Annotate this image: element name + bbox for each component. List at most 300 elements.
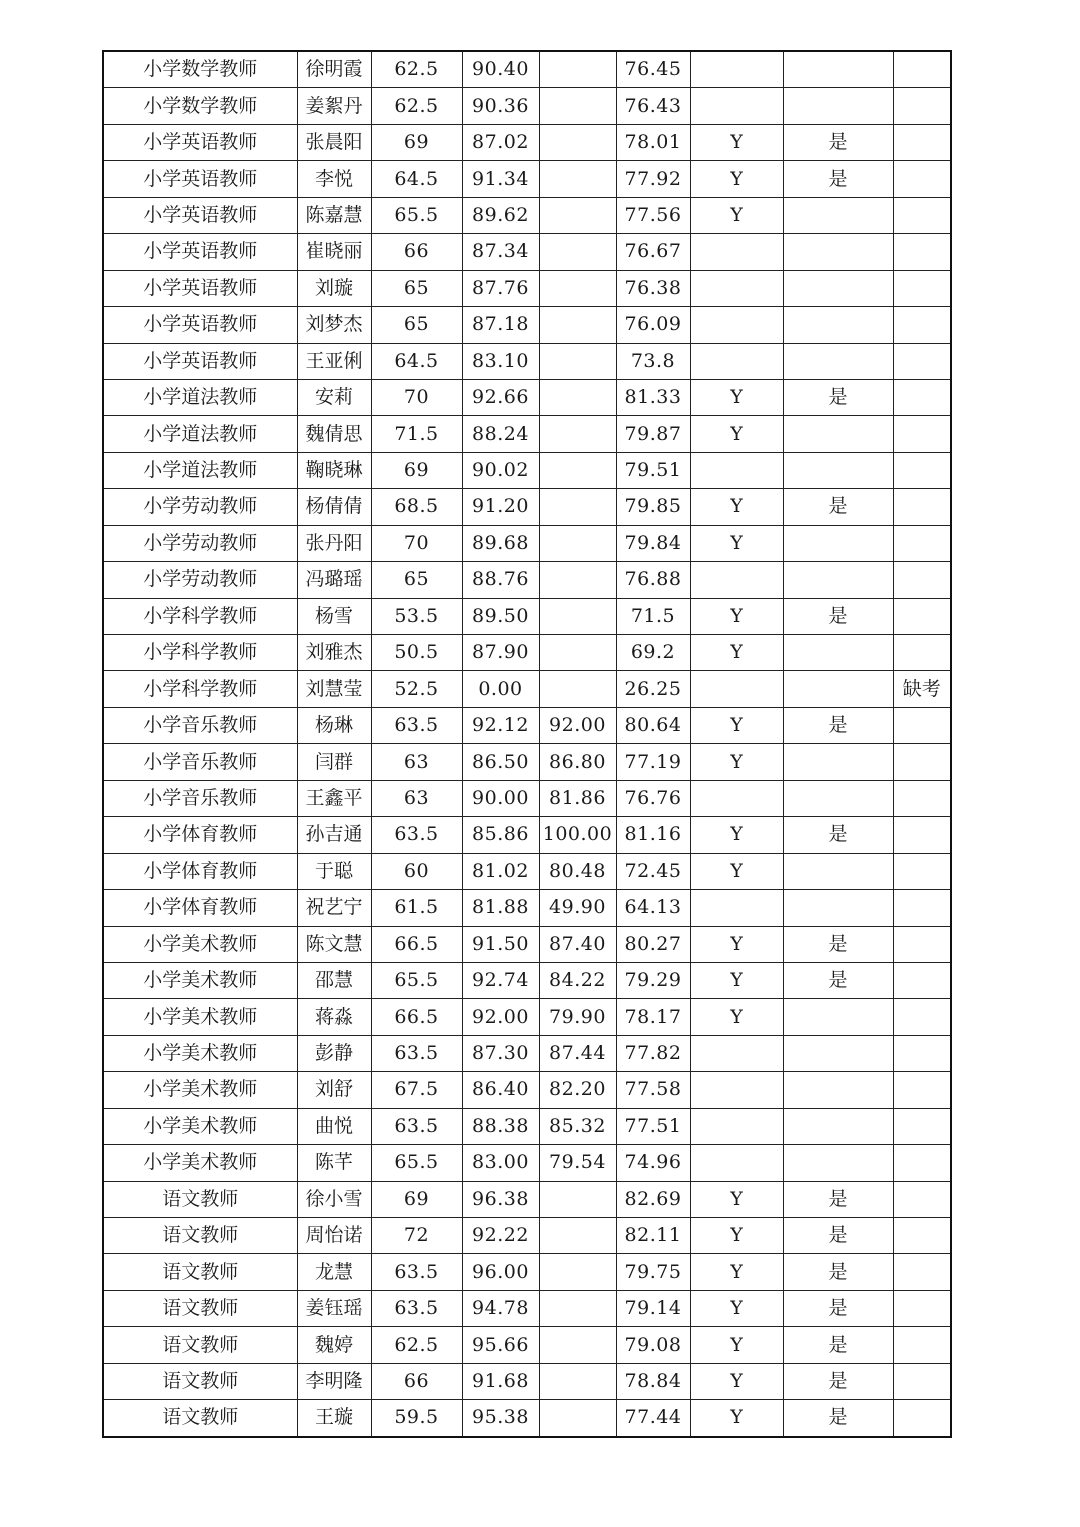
- name-cell: 魏婷: [297, 1327, 371, 1363]
- table-row: [103, 379, 951, 415]
- selected-mark-cell: 是: [783, 598, 893, 634]
- table-row: [103, 707, 951, 743]
- name-cell: 龙慧: [297, 1254, 371, 1290]
- name-cell: 张晨阳: [297, 124, 371, 160]
- skill-score-cell: [539, 1290, 616, 1326]
- selected-mark-cell: [783, 452, 893, 488]
- selected-mark-cell: 是: [783, 962, 893, 998]
- interview-score-cell: 92.22: [462, 1218, 539, 1254]
- position-cell: 小学体育教师: [103, 853, 297, 889]
- shortlist-mark-cell: Y: [690, 379, 783, 415]
- written-score-cell: 53.5: [371, 598, 462, 634]
- score-table: [102, 50, 952, 1438]
- skill-score-cell: 87.44: [539, 1035, 616, 1071]
- position-cell: 小学英语教师: [103, 307, 297, 343]
- selected-mark-cell: 是: [783, 1327, 893, 1363]
- selected-mark-cell: [783, 744, 893, 780]
- name-cell: 蒋淼: [297, 999, 371, 1035]
- position-cell: 小学劳动教师: [103, 562, 297, 598]
- name-cell: 李悦: [297, 161, 371, 197]
- remark-cell: [893, 926, 951, 962]
- position-cell: 小学美术教师: [103, 1145, 297, 1181]
- total-score-cell: 79.84: [616, 525, 690, 561]
- written-score-cell: 63.5: [371, 1035, 462, 1071]
- position-cell: 小学数学教师: [103, 51, 297, 88]
- interview-score-cell: 95.38: [462, 1400, 539, 1437]
- table-row: [103, 1254, 951, 1290]
- remark-cell: [893, 562, 951, 598]
- shortlist-mark-cell: Y: [690, 1218, 783, 1254]
- selected-mark-cell: [783, 51, 893, 88]
- total-score-cell: 77.19: [616, 744, 690, 780]
- name-cell: 刘慧莹: [297, 671, 371, 707]
- table-row: [103, 1400, 951, 1437]
- position-cell: 语文教师: [103, 1290, 297, 1326]
- remark-cell: [893, 1400, 951, 1437]
- skill-score-cell: [539, 307, 616, 343]
- total-score-cell: 80.27: [616, 926, 690, 962]
- total-score-cell: 79.29: [616, 962, 690, 998]
- skill-score-cell: 49.90: [539, 890, 616, 926]
- table-row: [103, 635, 951, 671]
- interview-score-cell: 0.00: [462, 671, 539, 707]
- shortlist-mark-cell: [690, 1035, 783, 1071]
- score-table-body: [103, 51, 951, 1437]
- interview-score-cell: 87.34: [462, 234, 539, 270]
- table-row: [103, 1108, 951, 1144]
- remark-cell: [893, 1218, 951, 1254]
- table-row: [103, 88, 951, 124]
- selected-mark-cell: 是: [783, 1218, 893, 1254]
- name-cell: 王璇: [297, 1400, 371, 1437]
- name-cell: 张丹阳: [297, 525, 371, 561]
- interview-score-cell: 92.74: [462, 962, 539, 998]
- position-cell: 小学英语教师: [103, 270, 297, 306]
- remark-cell: [893, 853, 951, 889]
- interview-score-cell: 91.50: [462, 926, 539, 962]
- selected-mark-cell: [783, 1072, 893, 1108]
- selected-mark-cell: [783, 1145, 893, 1181]
- written-score-cell: 63.5: [371, 817, 462, 853]
- written-score-cell: 72: [371, 1218, 462, 1254]
- interview-score-cell: 86.50: [462, 744, 539, 780]
- interview-score-cell: 87.02: [462, 124, 539, 160]
- remark-cell: [893, 489, 951, 525]
- skill-score-cell: 86.80: [539, 744, 616, 780]
- total-score-cell: 76.43: [616, 88, 690, 124]
- selected-mark-cell: [783, 307, 893, 343]
- name-cell: 刘雅杰: [297, 635, 371, 671]
- shortlist-mark-cell: Y: [690, 1181, 783, 1217]
- position-cell: 小学美术教师: [103, 1035, 297, 1071]
- shortlist-mark-cell: [690, 452, 783, 488]
- name-cell: 陈文慧: [297, 926, 371, 962]
- skill-score-cell: [539, 343, 616, 379]
- selected-mark-cell: 是: [783, 1363, 893, 1399]
- name-cell: 鞠晓琳: [297, 452, 371, 488]
- table-row: [103, 1218, 951, 1254]
- table-row: [103, 1072, 951, 1108]
- total-score-cell: 77.82: [616, 1035, 690, 1071]
- written-score-cell: 68.5: [371, 489, 462, 525]
- interview-score-cell: 92.66: [462, 379, 539, 415]
- interview-score-cell: 89.50: [462, 598, 539, 634]
- remark-cell: [893, 1290, 951, 1326]
- remark-cell: [893, 525, 951, 561]
- remark-cell: [893, 1108, 951, 1144]
- position-cell: 小学音乐教师: [103, 780, 297, 816]
- name-cell: 周怡诺: [297, 1218, 371, 1254]
- table-row: [103, 780, 951, 816]
- total-score-cell: 73.8: [616, 343, 690, 379]
- skill-score-cell: 87.40: [539, 926, 616, 962]
- name-cell: 陈嘉慧: [297, 197, 371, 233]
- shortlist-mark-cell: [690, 51, 783, 88]
- table-row: [103, 197, 951, 233]
- remark-cell: [893, 1363, 951, 1399]
- selected-mark-cell: [783, 88, 893, 124]
- table-row: [103, 234, 951, 270]
- selected-mark-cell: 是: [783, 1400, 893, 1437]
- written-score-cell: 63.5: [371, 707, 462, 743]
- skill-score-cell: [539, 197, 616, 233]
- interview-score-cell: 91.34: [462, 161, 539, 197]
- skill-score-cell: [539, 1218, 616, 1254]
- total-score-cell: 79.14: [616, 1290, 690, 1326]
- table-row: [103, 671, 951, 707]
- shortlist-mark-cell: [690, 270, 783, 306]
- shortlist-mark-cell: [690, 562, 783, 598]
- selected-mark-cell: [783, 1108, 893, 1144]
- written-score-cell: 65.5: [371, 962, 462, 998]
- shortlist-mark-cell: Y: [690, 817, 783, 853]
- written-score-cell: 64.5: [371, 161, 462, 197]
- written-score-cell: 66: [371, 1363, 462, 1399]
- skill-score-cell: [539, 562, 616, 598]
- interview-score-cell: 86.40: [462, 1072, 539, 1108]
- written-score-cell: 66.5: [371, 926, 462, 962]
- total-score-cell: 79.85: [616, 489, 690, 525]
- selected-mark-cell: [783, 890, 893, 926]
- written-score-cell: 65.5: [371, 197, 462, 233]
- total-score-cell: 76.67: [616, 234, 690, 270]
- interview-score-cell: 83.10: [462, 343, 539, 379]
- interview-score-cell: 88.24: [462, 416, 539, 452]
- interview-score-cell: 90.36: [462, 88, 539, 124]
- table-row: [103, 817, 951, 853]
- shortlist-mark-cell: Y: [690, 525, 783, 561]
- table-row: [103, 51, 951, 88]
- total-score-cell: 80.64: [616, 707, 690, 743]
- table-row: [103, 562, 951, 598]
- remark-cell: [893, 890, 951, 926]
- interview-score-cell: 96.38: [462, 1181, 539, 1217]
- total-score-cell: 74.96: [616, 1145, 690, 1181]
- shortlist-mark-cell: Y: [690, 926, 783, 962]
- remark-cell: [893, 379, 951, 415]
- position-cell: 小学体育教师: [103, 817, 297, 853]
- name-cell: 彭静: [297, 1035, 371, 1071]
- name-cell: 于聪: [297, 853, 371, 889]
- table-row: [103, 890, 951, 926]
- written-score-cell: 70: [371, 525, 462, 561]
- total-score-cell: 82.11: [616, 1218, 690, 1254]
- shortlist-mark-cell: Y: [690, 1327, 783, 1363]
- position-cell: 小学美术教师: [103, 999, 297, 1035]
- remark-cell: [893, 780, 951, 816]
- position-cell: 小学体育教师: [103, 890, 297, 926]
- name-cell: 孙吉通: [297, 817, 371, 853]
- shortlist-mark-cell: [690, 343, 783, 379]
- position-cell: 小学劳动教师: [103, 489, 297, 525]
- position-cell: 小学道法教师: [103, 416, 297, 452]
- remark-cell: [893, 1254, 951, 1290]
- written-score-cell: 65: [371, 307, 462, 343]
- selected-mark-cell: 是: [783, 817, 893, 853]
- shortlist-mark-cell: Y: [690, 1400, 783, 1437]
- position-cell: 语文教师: [103, 1327, 297, 1363]
- interview-score-cell: 89.68: [462, 525, 539, 561]
- name-cell: 王亚俐: [297, 343, 371, 379]
- remark-cell: [893, 744, 951, 780]
- shortlist-mark-cell: Y: [690, 598, 783, 634]
- table-row: [103, 1327, 951, 1363]
- total-score-cell: 77.44: [616, 1400, 690, 1437]
- interview-score-cell: 81.88: [462, 890, 539, 926]
- name-cell: 邵慧: [297, 962, 371, 998]
- shortlist-mark-cell: [690, 88, 783, 124]
- interview-score-cell: 90.40: [462, 51, 539, 88]
- written-score-cell: 59.5: [371, 1400, 462, 1437]
- table-row: [103, 1181, 951, 1217]
- remark-cell: [893, 416, 951, 452]
- skill-score-cell: 80.48: [539, 853, 616, 889]
- remark-cell: [893, 88, 951, 124]
- written-score-cell: 69: [371, 124, 462, 160]
- total-score-cell: 76.45: [616, 51, 690, 88]
- written-score-cell: 52.5: [371, 671, 462, 707]
- shortlist-mark-cell: Y: [690, 635, 783, 671]
- written-score-cell: 65: [371, 270, 462, 306]
- interview-score-cell: 85.86: [462, 817, 539, 853]
- position-cell: 小学英语教师: [103, 234, 297, 270]
- written-score-cell: 65: [371, 562, 462, 598]
- total-score-cell: 81.33: [616, 379, 690, 415]
- shortlist-mark-cell: Y: [690, 999, 783, 1035]
- selected-mark-cell: [783, 635, 893, 671]
- written-score-cell: 62.5: [371, 1327, 462, 1363]
- total-score-cell: 78.01: [616, 124, 690, 160]
- interview-score-cell: 87.30: [462, 1035, 539, 1071]
- total-score-cell: 76.76: [616, 780, 690, 816]
- remark-cell: [893, 999, 951, 1035]
- interview-score-cell: 88.38: [462, 1108, 539, 1144]
- position-cell: 小学数学教师: [103, 88, 297, 124]
- written-score-cell: 66: [371, 234, 462, 270]
- selected-mark-cell: [783, 780, 893, 816]
- interview-score-cell: 95.66: [462, 1327, 539, 1363]
- skill-score-cell: [539, 88, 616, 124]
- interview-score-cell: 88.76: [462, 562, 539, 598]
- position-cell: 小学美术教师: [103, 926, 297, 962]
- written-score-cell: 63: [371, 744, 462, 780]
- total-score-cell: 77.56: [616, 197, 690, 233]
- selected-mark-cell: 是: [783, 379, 893, 415]
- skill-score-cell: [539, 270, 616, 306]
- shortlist-mark-cell: Y: [690, 124, 783, 160]
- total-score-cell: 64.13: [616, 890, 690, 926]
- position-cell: 语文教师: [103, 1254, 297, 1290]
- selected-mark-cell: [783, 671, 893, 707]
- position-cell: 小学英语教师: [103, 197, 297, 233]
- shortlist-mark-cell: Y: [690, 197, 783, 233]
- written-score-cell: 70: [371, 379, 462, 415]
- name-cell: 杨琳: [297, 707, 371, 743]
- name-cell: 刘璇: [297, 270, 371, 306]
- skill-score-cell: [539, 452, 616, 488]
- table-row: [103, 307, 951, 343]
- table-row: [103, 1145, 951, 1181]
- total-score-cell: 69.2: [616, 635, 690, 671]
- shortlist-mark-cell: Y: [690, 1254, 783, 1290]
- interview-score-cell: 90.02: [462, 452, 539, 488]
- table-row: [103, 525, 951, 561]
- interview-score-cell: 90.00: [462, 780, 539, 816]
- table-row: [103, 1363, 951, 1399]
- skill-score-cell: 79.90: [539, 999, 616, 1035]
- name-cell: 刘舒: [297, 1072, 371, 1108]
- selected-mark-cell: [783, 197, 893, 233]
- total-score-cell: 76.38: [616, 270, 690, 306]
- name-cell: 徐小雪: [297, 1181, 371, 1217]
- written-score-cell: 71.5: [371, 416, 462, 452]
- written-score-cell: 63.5: [371, 1108, 462, 1144]
- selected-mark-cell: [783, 416, 893, 452]
- selected-mark-cell: 是: [783, 1254, 893, 1290]
- remark-cell: [893, 962, 951, 998]
- total-score-cell: 77.51: [616, 1108, 690, 1144]
- total-score-cell: 76.88: [616, 562, 690, 598]
- shortlist-mark-cell: Y: [690, 161, 783, 197]
- remark-cell: [893, 161, 951, 197]
- shortlist-mark-cell: Y: [690, 1290, 783, 1326]
- written-score-cell: 50.5: [371, 635, 462, 671]
- shortlist-mark-cell: Y: [690, 962, 783, 998]
- table-row: [103, 161, 951, 197]
- table-row: [103, 853, 951, 889]
- written-score-cell: 69: [371, 452, 462, 488]
- selected-mark-cell: 是: [783, 124, 893, 160]
- interview-score-cell: 94.78: [462, 1290, 539, 1326]
- shortlist-mark-cell: Y: [690, 707, 783, 743]
- shortlist-mark-cell: Y: [690, 489, 783, 525]
- remark-cell: 缺考: [893, 671, 951, 707]
- selected-mark-cell: 是: [783, 1290, 893, 1326]
- skill-score-cell: [539, 379, 616, 415]
- shortlist-mark-cell: [690, 234, 783, 270]
- written-score-cell: 62.5: [371, 88, 462, 124]
- remark-cell: [893, 598, 951, 634]
- selected-mark-cell: [783, 562, 893, 598]
- skill-score-cell: [539, 489, 616, 525]
- total-score-cell: 76.09: [616, 307, 690, 343]
- remark-cell: [893, 270, 951, 306]
- selected-mark-cell: [783, 234, 893, 270]
- total-score-cell: 79.87: [616, 416, 690, 452]
- interview-score-cell: 87.76: [462, 270, 539, 306]
- total-score-cell: 77.92: [616, 161, 690, 197]
- skill-score-cell: 84.22: [539, 962, 616, 998]
- remark-cell: [893, 307, 951, 343]
- written-score-cell: 61.5: [371, 890, 462, 926]
- name-cell: 陈芊: [297, 1145, 371, 1181]
- name-cell: 曲悦: [297, 1108, 371, 1144]
- remark-cell: [893, 234, 951, 270]
- remark-cell: [893, 124, 951, 160]
- table-row: [103, 124, 951, 160]
- total-score-cell: 78.84: [616, 1363, 690, 1399]
- selected-mark-cell: [783, 999, 893, 1035]
- remark-cell: [893, 1181, 951, 1217]
- name-cell: 徐明霞: [297, 51, 371, 88]
- remark-cell: [893, 635, 951, 671]
- skill-score-cell: [539, 51, 616, 88]
- shortlist-mark-cell: [690, 1108, 783, 1144]
- position-cell: 小学美术教师: [103, 962, 297, 998]
- skill-score-cell: [539, 525, 616, 561]
- total-score-cell: 72.45: [616, 853, 690, 889]
- shortlist-mark-cell: [690, 780, 783, 816]
- selected-mark-cell: [783, 525, 893, 561]
- interview-score-cell: 87.18: [462, 307, 539, 343]
- skill-score-cell: [539, 161, 616, 197]
- written-score-cell: 63.5: [371, 1290, 462, 1326]
- skill-score-cell: [539, 671, 616, 707]
- interview-score-cell: 83.00: [462, 1145, 539, 1181]
- remark-cell: [893, 1072, 951, 1108]
- remark-cell: [893, 343, 951, 379]
- position-cell: 小学音乐教师: [103, 707, 297, 743]
- written-score-cell: 67.5: [371, 1072, 462, 1108]
- position-cell: 小学道法教师: [103, 379, 297, 415]
- remark-cell: [893, 817, 951, 853]
- position-cell: 小学美术教师: [103, 1072, 297, 1108]
- remark-cell: [893, 452, 951, 488]
- shortlist-mark-cell: Y: [690, 744, 783, 780]
- remark-cell: [893, 1145, 951, 1181]
- skill-score-cell: 85.32: [539, 1108, 616, 1144]
- skill-score-cell: [539, 1400, 616, 1437]
- shortlist-mark-cell: [690, 890, 783, 926]
- table-row: [103, 999, 951, 1035]
- interview-score-cell: 91.68: [462, 1363, 539, 1399]
- position-cell: 小学道法教师: [103, 452, 297, 488]
- interview-score-cell: 92.12: [462, 707, 539, 743]
- position-cell: 小学科学教师: [103, 598, 297, 634]
- table-row: [103, 744, 951, 780]
- skill-score-cell: [539, 1363, 616, 1399]
- table-row: [103, 598, 951, 634]
- name-cell: 杨雪: [297, 598, 371, 634]
- selected-mark-cell: 是: [783, 489, 893, 525]
- selected-mark-cell: 是: [783, 161, 893, 197]
- shortlist-mark-cell: [690, 1072, 783, 1108]
- total-score-cell: 81.16: [616, 817, 690, 853]
- remark-cell: [893, 1035, 951, 1071]
- skill-score-cell: [539, 1327, 616, 1363]
- skill-score-cell: [539, 1181, 616, 1217]
- total-score-cell: 79.08: [616, 1327, 690, 1363]
